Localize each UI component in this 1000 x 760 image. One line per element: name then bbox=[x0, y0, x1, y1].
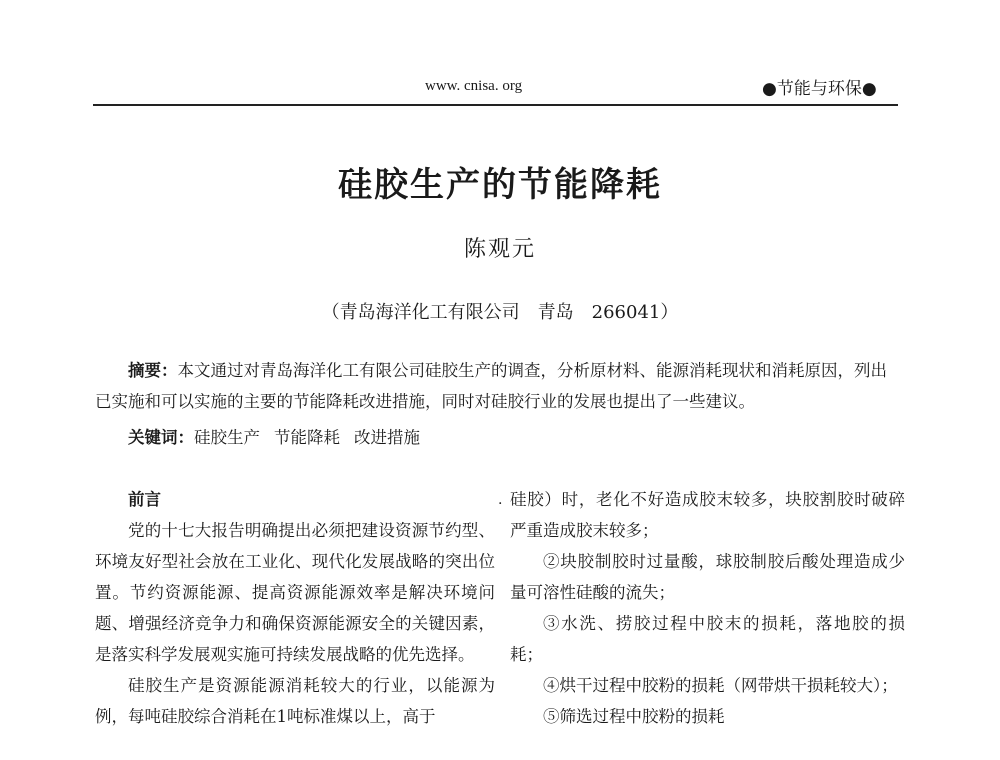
author-affiliation: （青岛海洋化工有限公司 青岛 266041） bbox=[321, 302, 679, 323]
author-name: 陈观元 bbox=[463, 237, 536, 262]
abstract-text: 本文通过对青岛海洋化工有限公司硅胶生产的调查，分析原材料、能源消耗现状和消耗原因，列出已实施和可以实施的主要的节能降耗改进措施，同时对硅胶行业的发展也提出了一些建议。 bbox=[95, 361, 887, 411]
list-item: ②块胶制胶时过量酸，球胶制胶后酸处理造成少量可溶性硅酸的流失； bbox=[510, 552, 905, 602]
keyword: 硅胶生产 bbox=[194, 428, 260, 447]
body-paragraph: 党的十七大报告明确提出必须把建设资源节约型、环境友好型社会放在工业化、现代化发展战略的突出位置。节约资源能源、提高资源能源效率是解决环境问题、增强经济竞争力和确保资源能源安全的关键因素，是落实科学发展观实施可持续发展战略的优先选择。 bbox=[95, 521, 495, 664]
abstract-label: 摘要： bbox=[128, 361, 178, 380]
abstract bbox=[95, 355, 895, 417]
keyword: 节能降耗 bbox=[274, 428, 340, 447]
header-divider bbox=[93, 104, 898, 106]
body-right-column bbox=[510, 484, 905, 732]
section-heading: 前言 bbox=[128, 490, 161, 509]
keyword: 改进措施 bbox=[354, 428, 420, 447]
section-label: ●节能与环保● bbox=[762, 79, 877, 99]
keywords-label: 关键词： bbox=[128, 428, 194, 447]
list-item: ⑤筛选过程中胶粉的损耗 bbox=[543, 707, 725, 726]
stray-mark: . bbox=[498, 492, 503, 508]
body-left-column bbox=[95, 484, 495, 732]
list-item: ③水洗、捞胶过程中胶末的损耗，落地胶的损耗； bbox=[510, 614, 905, 664]
list-item: ④烘干过程中胶粉的损耗（网带烘干损耗较大）； bbox=[543, 676, 898, 695]
body-paragraph: 硅胶生产是资源能源消耗较大的行业，以能源为例，每吨硅胶综合消耗在1吨标准煤以上，高于 bbox=[95, 676, 495, 726]
body-paragraph: 硅胶）时，老化不好造成胶末较多，块胶割胶时破碎严重造成胶末较多； bbox=[510, 490, 905, 540]
article-title: 硅胶生产的节能降耗 bbox=[338, 165, 662, 205]
header-url[interactable]: www. cnisa. org bbox=[425, 78, 523, 94]
keywords bbox=[128, 422, 434, 453]
